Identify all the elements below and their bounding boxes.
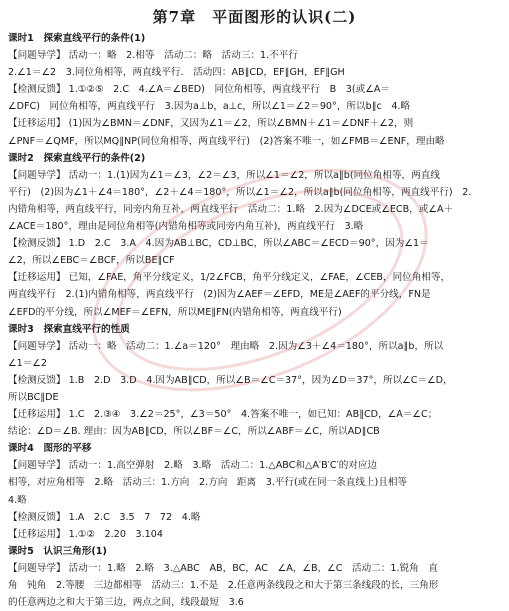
answer-line: 【问题导学】 活动一：1.略 2.略 3.△ABC AB，BC，AC ∠A，∠B，∠C 活动二：1.锐角 直 — [8, 562, 438, 574]
lesson-heading: 课时4 图形的平移 — [8, 443, 92, 455]
answer-line: 【问题导学】 活动一：1.(1)因为∠1＝∠3，∠2＝∠3，所以∠1＝∠2，所以a∥b(同位角相等，两直线 — [8, 169, 440, 181]
answer-line: ∠PNF＝∠QMF，所以MQ∥NP(同位角相等，两直线平行) (2)答案不唯一，如∠FMB＝∠ENF，理由略 — [8, 135, 445, 147]
answer-line: 4.略 — [8, 494, 27, 506]
page-title — [8, 6, 501, 28]
answer-line: 【迁移运用】 1.①② 2.20 3.104 — [8, 528, 163, 540]
answer-line: 结论：∠D＝∠B. 理由：因为AB∥CD，所以∠BF＝∠C，所以∠ABF＝∠C，所以AD∥CB — [8, 426, 380, 438]
answer-line: 的任意两边之和大于第三边，两点之间，线段最短 3.6 — [8, 597, 244, 609]
answer-line: ∠ACE＝180°，理由是同位角相等(内错角相等或同旁内角互补)，两直线平行 3.略 — [8, 221, 364, 233]
answer-line: 【检测反馈】 1.D 2.C 3.A 4.因为AB⊥BC，CD⊥BC，所以∠ABC＝∠ECD＝90°，因为∠1＝ — [8, 238, 429, 250]
answer-line: 【迁移运用】 1.C 2.③④ 3.∠2＝25°，∠3＝50° 4.答案不唯一，如已知：AB∥CD，∠A＝∠C； — [8, 409, 438, 421]
answer-line: ∠EFD的平分线，所以∠MEF＝∠EFN，所以ME∥FN(内错角相等，两直线平行) — [8, 306, 342, 318]
answer-line: ∠2，所以∠EBC＝∠BCF，所以BE∥CF — [8, 255, 175, 267]
answer-line: 【检测反馈】 1.B 2.D 3.D 4.因为AB∥CD，所以∠B＝∠C＝37°，因为∠D＝37°，所以∠C＝∠D， — [8, 374, 453, 386]
answer-line: 【检测反馈】 1.A 2.C 3.5 7 72 4.略 — [8, 511, 201, 523]
answer-line: 所以BC∥DE — [8, 391, 59, 403]
answer-line: ∠DFC) 同位角相等，两直线平行 3.因为a⊥b，a⊥c，所以∠1＝∠2＝90°，所以b∥c 4.略 — [8, 101, 411, 113]
answer-line: 【问题导学】 活动一：略 活动二：1.∠a＝120° 理由略 2.因为∠3＋∠4＝180°，所以a∥b，所以 — [8, 340, 444, 352]
chapter-title: 平面图形的认识(二) — [212, 8, 357, 26]
answer-line: 【问题导学】 活动一：略 2.相等 活动二：略 活动三：1.不平行 — [8, 50, 298, 62]
answer-line: 角 钝角 2.等腰 三边都相等 活动三：1.不是 2.任意两条线段之和大于第三条线段的长，三角形 — [8, 580, 439, 591]
answer-line: 平行) (2)因为∠1＋∠4＝180°，∠2＋∠4＝180°，所以∠1＝∠2，所以a∥b(同位角相等，两直线平行) 2. — [8, 186, 472, 198]
lesson-heading: 课时3 探索直线平行的性质 — [8, 323, 130, 335]
lesson-heading: 课时5 认识三角形(1) — [8, 545, 107, 557]
chapter-number: 第7章 — [152, 8, 197, 26]
answer-line: 2.∠1＝∠2 3.同位角相等，两直线平行. 活动四：AB∥CD，EF∥GH，EF∥GH — [8, 67, 345, 79]
answer-line: 两直线平行 2.(1)内错角相等，两直线平行 (2)因为∠AEF＝∠EFD，ME是∠AEF的平分线，FN是 — [8, 289, 431, 301]
lesson-heading: 课时1 探索直线平行的条件(1) — [8, 33, 146, 44]
answer-line: 【迁移运用】 已知，∠FAE，角平分线定义，1/2∠FCB，角平分线定义，∠FAE，∠CEB，同位角相等， — [8, 272, 451, 284]
answer-line: 内错角相等，两直线平行，同旁内角互补，两直线平行 活动二：1.略 2.因为∠DCE或∠ECB，或∠A＋ — [8, 203, 454, 215]
lesson-heading: 课时2 探索直线平行的条件(2) — [8, 152, 146, 164]
answer-line: 【迁移运用】 (1)因为∠BMN＝∠DNF，又因为∠1＝∠2，所以∠BMN＋∠1＝∠DNF＋∠2，则 — [8, 118, 414, 130]
answer-line: ∠1＝∠2 — [8, 357, 48, 369]
answer-lines — [8, 30, 501, 611]
answer-line: 【问题导学】 活动一：1.高空弹射 2.略 3.略 活动二：1.△ABC和△A′B′C′的对应边 — [8, 460, 378, 472]
answer-line: 【检测反馈】 1.①②⑤ 2.C 4.∠A＝∠BED) 同位角相等，两直线平行 B 3(或∠A＝ — [8, 84, 390, 96]
answer-line: 相等，对应角相等 2.略 活动三：1.方向 2.方向 距离 3.平行(或在同一条直线上)且相等 — [8, 477, 408, 489]
